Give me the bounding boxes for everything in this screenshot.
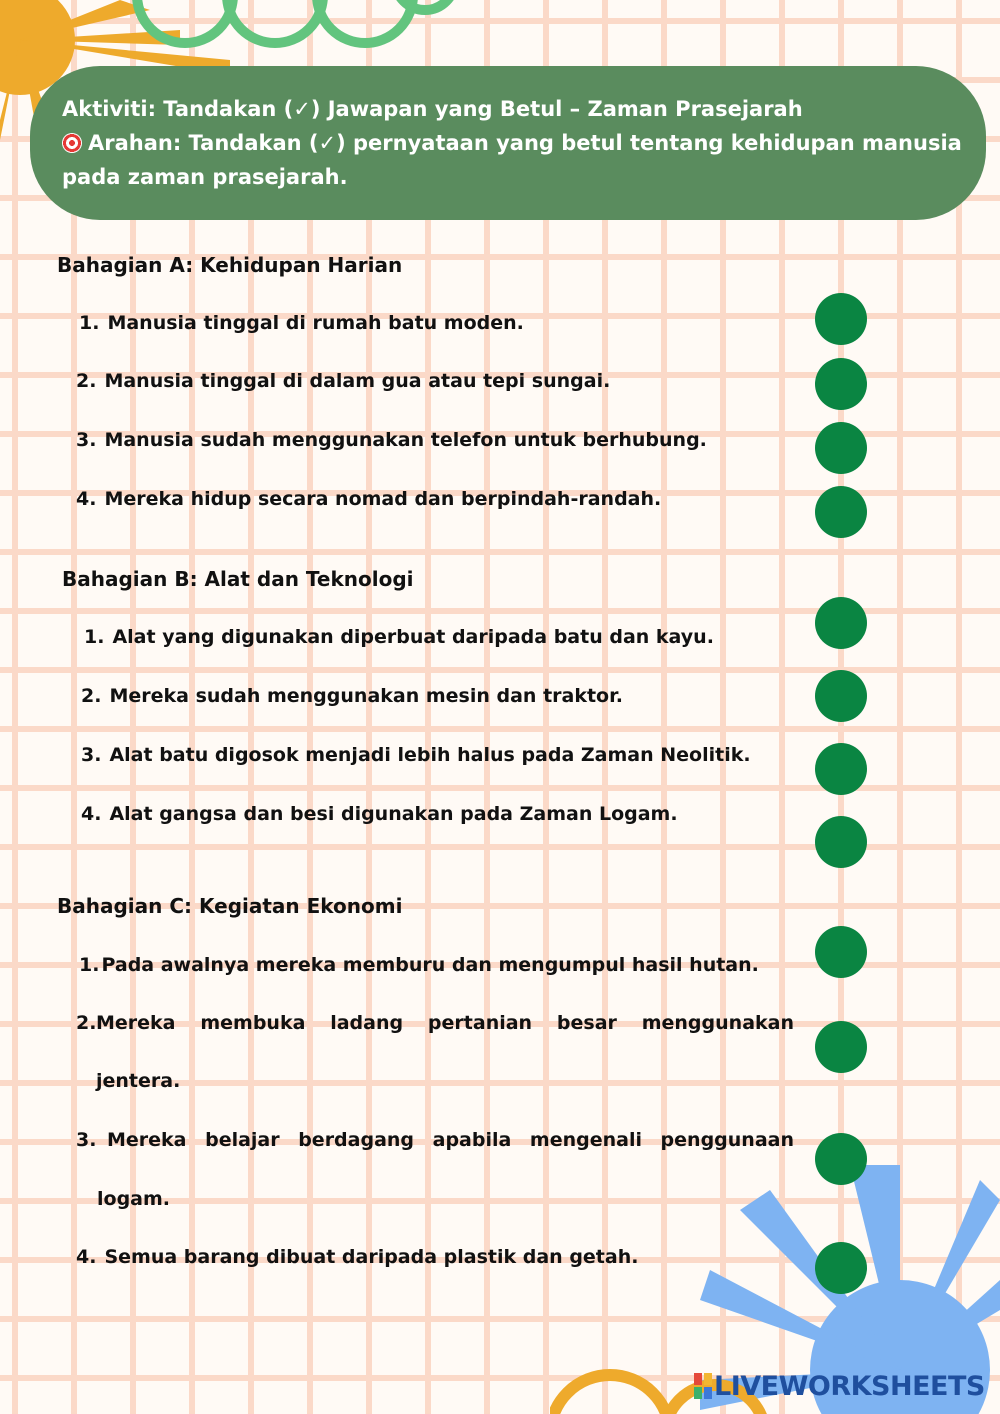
item-text: Alat yang digunakan diperbuat daripada batu dan kayu. xyxy=(112,626,714,648)
section-b-item-3 xyxy=(81,744,751,766)
brand-text: LIVEWORKSHEETS xyxy=(714,1371,985,1402)
answer-checkbox-c3[interactable] xyxy=(815,1133,867,1185)
section-c-item-3-text: Mereka belajar berdagang apabila mengenali penggunaan xyxy=(107,1129,794,1151)
section-a-item-3 xyxy=(76,429,707,451)
section-c-item-3-continuation: logam. xyxy=(97,1188,171,1210)
section-b-item-4 xyxy=(81,803,678,825)
item-number: 1. xyxy=(84,626,105,648)
section-a-title: Bahagian A: Kehidupan Harian xyxy=(57,253,403,277)
item-number: 1. xyxy=(79,312,100,334)
item-number: 4. xyxy=(81,803,102,825)
answer-checkbox-c2[interactable] xyxy=(815,1021,867,1073)
section-b-item-2 xyxy=(81,685,623,707)
item-text: Mereka hidup secara nomad dan berpindah-randah. xyxy=(104,488,662,510)
section-c-item-3 xyxy=(76,1129,104,1151)
section-c-item-4 xyxy=(76,1246,638,1268)
answer-checkbox-a3[interactable] xyxy=(815,422,867,474)
answer-checkbox-c4[interactable] xyxy=(815,1242,867,1294)
item-text: Semua barang dibuat daripada plastik dan getah. xyxy=(104,1246,639,1268)
item-number: 3. xyxy=(81,744,102,766)
item-text: Alat gangsa dan besi digunakan pada Zaman Logam. xyxy=(109,803,678,825)
item-number: 2. xyxy=(81,685,102,707)
item-number: 2. xyxy=(76,1012,97,1034)
item-text: Mereka sudah menggunakan mesin dan traktor. xyxy=(109,685,623,707)
answer-checkbox-c1[interactable] xyxy=(815,926,867,978)
section-a-item-2 xyxy=(76,370,610,392)
item-number: 3. xyxy=(76,1129,97,1151)
item-text: Manusia sudah menggunakan telefon untuk berhubung. xyxy=(104,429,707,451)
liveworksheets-brand[interactable] xyxy=(694,1371,985,1402)
item-number: 3. xyxy=(76,429,97,451)
instruction-text-2: pada zaman prasejarah. xyxy=(62,165,348,189)
decor-green-loops xyxy=(125,0,465,60)
instruction-text-1: Arahan: Tandakan (✓) pernyataan yang betul tentang kehidupan manusia xyxy=(88,131,962,155)
answer-checkbox-b4[interactable] xyxy=(815,816,867,868)
section-b-item-1 xyxy=(84,626,714,648)
answer-checkbox-b1[interactable] xyxy=(815,597,867,649)
section-c-item-2-text: Mereka membuka ladang pertanian besar menggunakan xyxy=(96,1012,794,1034)
section-c-item-2-continuation: jentera. xyxy=(96,1070,181,1092)
item-number: 2. xyxy=(76,370,97,392)
item-number: 1. xyxy=(79,954,100,976)
section-b-title: Bahagian B: Alat dan Teknologi xyxy=(62,567,414,591)
section-a-item-1 xyxy=(79,312,524,334)
item-text: Manusia tinggal di dalam gua atau tepi sungai. xyxy=(104,370,611,392)
section-c-item-1 xyxy=(79,954,759,976)
item-text: Manusia tinggal di rumah batu moden. xyxy=(107,312,524,334)
answer-checkbox-b3[interactable] xyxy=(815,743,867,795)
answer-checkbox-a4[interactable] xyxy=(815,486,867,538)
liveworksheets-logo-icon xyxy=(694,1373,712,1399)
item-number: 4. xyxy=(76,488,97,510)
item-number: 4. xyxy=(76,1246,97,1268)
instruction-line xyxy=(62,126,962,160)
activity-title: Aktiviti: Tandakan (✓) Jawapan yang Betul – Zaman Prasejarah xyxy=(62,97,803,121)
item-text: Alat batu digosok menjadi lebih halus pada Zaman Neolitik. xyxy=(109,744,751,766)
target-icon xyxy=(62,133,82,153)
answer-checkbox-a1[interactable] xyxy=(815,293,867,345)
answer-checkbox-a2[interactable] xyxy=(815,358,867,410)
section-c-title: Bahagian C: Kegiatan Ekonomi xyxy=(57,894,403,918)
answer-checkbox-b2[interactable] xyxy=(815,670,867,722)
section-a-item-4 xyxy=(76,488,661,510)
item-text: Pada awalnya mereka memburu dan mengumpul hasil hutan. xyxy=(101,954,759,976)
instruction-banner xyxy=(30,66,986,220)
